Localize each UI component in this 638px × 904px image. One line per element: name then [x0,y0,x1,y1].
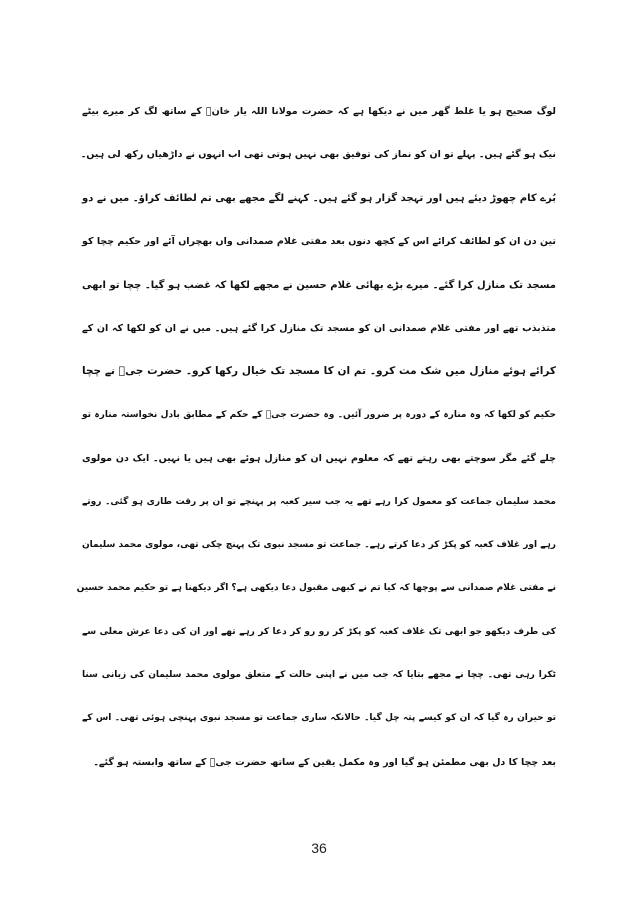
text-line: نیک ہو گئے ہیں۔ پہلے تو ان کو نماز کی توفیق بھی نہیں ہوتی تھی اب انہوں نے داڑھیاں رکھ لی ہیں۔ [80,149,556,161]
text-line: متذبذب تھے اور مفتی غلام صمدانی ان کو مسجد تک منازل کرا گئے ہیں۔ میں نے ان کو لکھا کہ ان کے [82,322,556,334]
text-line: کی طرف دیکھو جو ابھی تک غلاف کعبہ کو پکڑ کر رو رو کر دعا کر رہے تھے اور ان کی دعا عرش معلی سے [82,626,556,637]
text-line: حکیم کو لکھا کہ وہ منارہ کے دورہ پر ضرور آئیں۔ وہ حضرت جیؒ کے حکم کے مطابق بادل نخواستہ منارہ تو [82,409,556,420]
text-line: ٹکرا رہی تھی۔ چچا نے مجھے بتایا کہ جب میں نے اپنی حالت کے متعلق مولوی محمد سلیمان کی زبانی سنا [82,670,556,681]
text-line: تین دن ان کو لطائف کرائے اس کے کچھ دنوں بعد مفتی غلام صمدانی واں بھچراں آئے اور حکیم چچا کو [82,236,556,248]
urdu-text-block [76,90,556,784]
text-line: تو حیران رہ گیا کہ ان کو کیسے پتہ چل گیا۔ حالانکہ ساری جماعت تو مسجد نبوی پہنچی ہوئی تھی۔ اس کے [82,713,556,724]
text-line: چلے گئے مگر سوچتے بھی رہتے تھے کہ معلوم نہیں ان کو منازل ہوئے بھی ہیں یا نہیں۔ ایک دن مولوی [82,453,556,465]
page-number: 36 [311,840,327,856]
text-line: بُرے کام چھوڑ دیئے ہیں اور تہجد گزار ہو گئے ہیں۔ کہنے لگے مجھے بھی تم لطائف کراؤ۔ میں نے دو [82,192,556,204]
text-line: بعد چچا کا دل بھی مطمئن ہو گیا اور وہ مکمل یقین کے ساتھ حضرت جیؒ کے ساتھ وابستہ ہو گئے۔ [93,756,556,768]
text-line: لوگ صحیح ہو یا غلط گھر میں نے دیکھا ہے کہ حضرت مولانا اللہ یار خانؒ کے ساتھ لگ کر میرے بیٹے [82,106,556,117]
text-line: محمد سلیمان جماعت کو معمول کرا رہے تھے یہ جب سیر کعبہ پر پہنچے تو ان پر رقت طاری ہو گئی۔ روتے [82,496,556,507]
text-line: نے مفتی غلام صمدانی سے پوچھا کہ کیا تم نے کبھی مقبول دعا دیکھی ہے؟ اگر دیکھنا ہے تو حکیم محمد حسین [76,583,556,594]
text-line: کرائے ہوئے منازل میں شک مت کرو۔ تم ان کا مسجد تک خیال رکھا کرو۔ حضرت جیؒ نے چچا [82,365,556,378]
text-line: رہے اور غلاف کعبہ کو پکڑ کر دعا کرتے رہے۔ جماعت تو مسجد نبوی تک پہنچ چکی تھی، مولوی محمد سلیمان [82,539,556,550]
text-line: مسجد تک منازل کرا گئے۔ میرے بڑے بھائی غلام حسین نے مجھے لکھا کہ غضب ہو گیا۔ چچا تو ابھی [82,279,556,291]
